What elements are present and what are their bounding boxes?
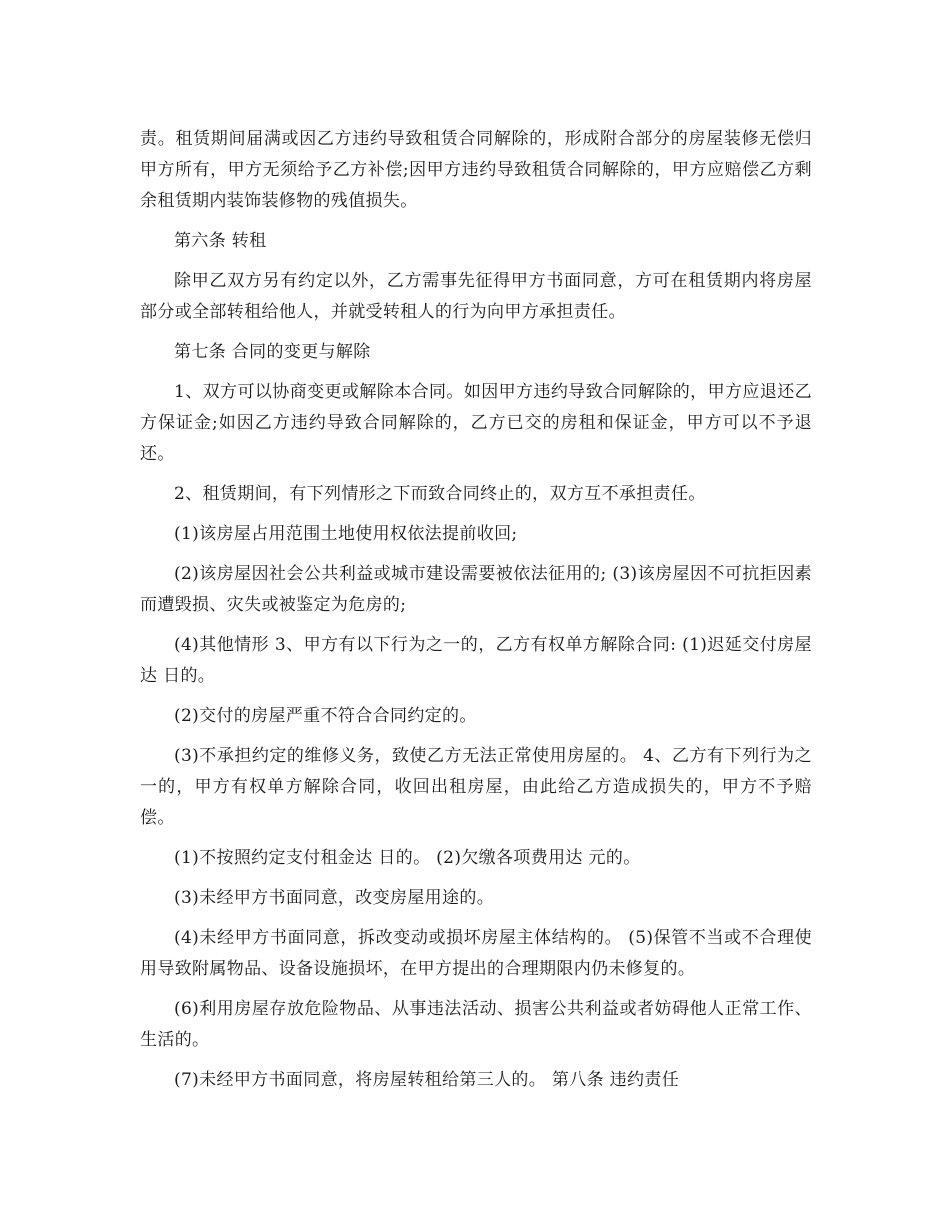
paragraph-continuation: 责。租赁期间届满或因乙方违约导致租赁合同解除的，形成附合部分的房屋装修无偿归甲方所有，甲方无须给予乙方补偿;因甲方违约导致租赁合同解除的，甲方应赔偿乙方剩余租赁期内装饰装修物的残值损失。 [140, 129, 812, 211]
paragraph-item: (2)交付的房屋严重不符合合同约定的。 [174, 706, 477, 726]
section-heading-sublease: 第六条 转租 [174, 231, 267, 251]
paragraph-item: (1)不按照约定支付租金达 日的。 (2)欠缴各项费用达 元的。 [174, 848, 641, 868]
paragraph-item: (4)未经甲方书面同意，拆改变动或损坏房屋主体结构的。 (5)保管不当或不合理使用导致附属物品、设备设施损坏，在甲方提出的合理期限内仍未修复的。 [140, 928, 812, 979]
paragraph-item: (1)该房屋占用范围土地使用权依法提前收回; [174, 524, 518, 544]
paragraph-item: (3)不承担约定的维修义务，致使乙方无法正常使用房屋的。 4、乙方有下列行为之一的，甲方有权单方解除合同，收回出租房屋，由此给乙方造成损失的，甲方不予赔偿。 [140, 746, 812, 828]
paragraph-item: (4)其他情形 3、甲方有以下行为之一的，乙方有权单方解除合同: (1)迟延交付房屋达 日的。 [140, 635, 812, 686]
paragraph-item: (3)未经甲方书面同意，改变房屋用途的。 [174, 888, 495, 908]
paragraph-item: (6)利用房屋存放危险物品、从事违法活动、损害公共利益或者妨碍他人正常工作、生活的。 [140, 999, 812, 1050]
document-body [140, 124, 812, 1105]
paragraph-sublease: 除甲乙双方另有约定以外，乙方需事先征得甲方书面同意，方可在租赁期内将房屋部分或全部转租给他人，并就受转租人的行为向甲方承担责任。 [140, 271, 812, 322]
section-heading-change-termination: 第七条 合同的变更与解除 [174, 342, 371, 362]
paragraph-item: (7)未经甲方书面同意，将房屋转租给第三人的。 第八条 违约责任 [174, 1070, 680, 1090]
paragraph-clause-2: 2、租赁期间，有下列情形之下而致合同终止的，双方互不承担责任。 [174, 484, 706, 504]
paragraph-clause-1: 1、双方可以协商变更或解除本合同。如因甲方违约导致合同解除的，甲方应退还乙方保证金;如因乙方违约导致合同解除的，乙方已交的房租和保证金，甲方可以不予退还。 [140, 382, 812, 464]
paragraph-item: (2)该房屋因社会公共利益或城市建设需要被依法征用的; (3)该房屋因不可抗拒因素而遭毁损、灾失或被鉴定为危房的; [140, 564, 812, 615]
